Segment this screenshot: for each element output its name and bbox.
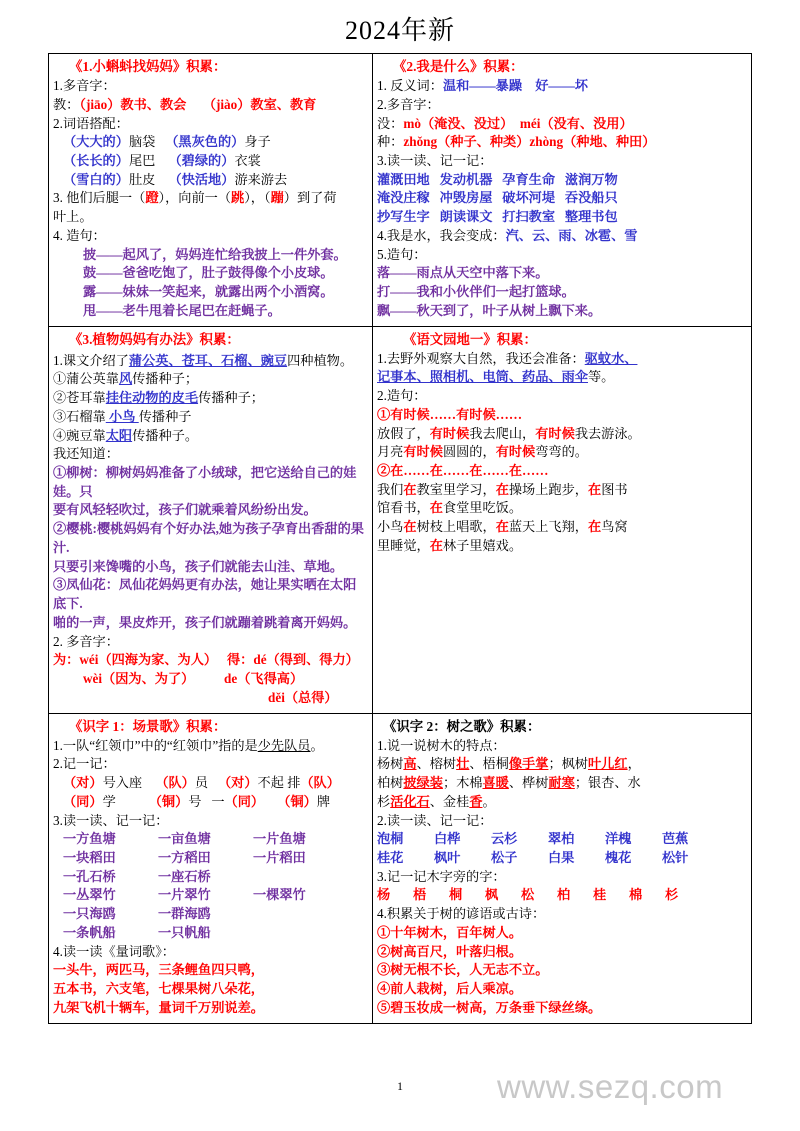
char: 松 [521,887,535,903]
text-black: 一 [211,793,225,809]
text-red: wèi（因为、为了） [83,671,195,687]
line-plant-3 [53,408,368,427]
text-blue: （大大的） [63,134,129,150]
content-table [48,53,752,1024]
line-mupang-label: 3.记一记木字旁的字： [377,868,506,884]
text-black: ， [627,756,641,772]
text-underline-blue: 挂住动物的皮毛 [105,390,199,406]
text-black: 游来游去 [234,171,288,187]
text-blue: （黑灰色的） [165,134,245,150]
text-red: 有时候 [495,444,536,460]
pattern-1: ①有时候……有时候…… [377,406,523,422]
mupang-chars [377,886,747,905]
text-black: 、榕树 [416,756,457,772]
text-black: 衣裳 [234,152,261,168]
tree-word-row-2 [377,849,747,868]
text-red: （jiāo）教书、教会 （jiào）教室、教育 [79,96,317,112]
text-underline-blue: 驱蚊水、 [584,350,638,366]
line-water-forms [377,227,747,246]
text-underline: 少先队员 [257,737,311,753]
page-title: 2024年新 [344,16,455,45]
line-features-label: 1.说一说树木的特点： [377,737,506,753]
para-3-line-1: ③凤仙花：凤仙花妈妈更有办法，她让果实晒在太阳底下. [53,577,357,612]
text-red: 在 [403,519,417,535]
text-red: 为：wéi（四海为家、为人） [53,652,218,668]
text-underline-blue: 小鸟 [105,408,139,424]
text-black: ；枫树 [548,756,588,772]
text-black: 四种植物。 [287,352,354,368]
text-underline-red: 像手掌 [508,756,549,772]
text-black: 杨树 [377,756,404,772]
text-black: 柏树 [377,775,404,791]
text-blue: （快活地） [168,171,235,187]
tree-word: 桂花 [377,850,404,865]
text-black: 号 [188,793,202,809]
text-black: 、桦树 [508,775,549,791]
text-blue: 温和——暴躁 好——坏 [442,78,588,94]
line-homophone-2 [53,793,368,812]
cell-shizi1 [49,713,373,1023]
text-black: 蓝天上飞翔， [508,519,588,535]
wordgroup-1: 灌溉田地 发动机器 孕育生命 滋润万物 [377,171,618,187]
text-red: 有时候 [403,444,443,460]
text-black: 我去游泳。 [574,425,641,441]
line-intro [53,352,368,371]
quantifier-row-2 [53,849,368,868]
line-match-2 [53,152,368,171]
quantifier-cell: 一片稻田 [253,850,306,865]
text-black: 传播种子 [138,408,192,424]
text-red: 跳 [231,190,245,206]
line-duoyinzi-label: 2. 多音字： [53,633,119,649]
line-read-label: 2.读一读、记一记： [377,812,493,828]
char: 梧 [413,887,427,903]
table-row [49,713,752,1023]
text-red: （队） [300,775,340,791]
text-underline-blue: 蒲公英、苍耳、石榴、豌豆 [128,352,288,368]
text-black: 1.去野外观察大自然，我还会准备： [377,350,585,366]
char: 柏 [557,887,571,903]
line-zaoju-label: 2.造句： [377,388,427,404]
quantifier-cell: 一块稻田 [63,850,116,865]
page-number: 1 [397,1079,403,1093]
tree-word: 翠柏 [548,831,575,847]
text-red: （同） [63,793,103,809]
song-line-2: 五本书，六支笔，七棵果树八朵花， [53,981,264,997]
text-black: 传播种子； [132,371,199,387]
tree-word: 槐花 [605,850,632,865]
text-black: ）到了荷 [283,190,337,206]
text-underline-red: 活化石 [390,793,430,809]
text-black: 里睡觉， [377,537,430,553]
quantifier-cell: 一孔石桥 [63,868,116,884]
text-black: 我去爬山， [469,425,536,441]
text-black: 林子里嬉戏。 [442,537,523,553]
para-1-line-1: ①柳树：柳树妈妈准备了小绒球，把它送给自己的娃娃。只 [53,465,357,499]
line-duoyinzi-dei [53,689,368,708]
char: 桐 [449,887,463,903]
text-black: 不起 [257,775,284,791]
text-black: ③石榴靠 [53,408,106,424]
text-black: 种： [377,134,404,150]
line-plant-4 [53,427,368,446]
pattern-2-example-1 [377,481,747,500]
sentence-4: 甩——老牛甩着长尾巴在赶蝇子。 [83,302,281,318]
text-red: 在 [495,481,509,497]
line-prepare-cont [377,368,747,387]
quantifier-cell: 一只海鸥 [63,906,116,922]
tree-word: 枫叶 [434,850,461,865]
line-proverb-label: 4.积累关于树的谚语或古诗： [377,906,546,922]
quantifier-row-5 [53,905,368,924]
text-red: （对） [63,775,103,791]
text-red: 有时候 [535,425,575,441]
text-red: 在 [588,519,602,535]
text-underline-red: 披绿装 [403,775,443,791]
text-black: 我们 [377,481,404,497]
text-black: 教室里学习， [416,481,496,497]
quantifier-cell: 一亩鱼塘 [158,831,211,847]
text-black: 鸟窝 [601,519,628,535]
quantifier-cell: 一座石桥 [158,868,211,884]
line-duoyinzi-zhong [377,133,747,152]
quantifier-row-4 [53,886,368,905]
line-match-3 [53,171,368,190]
sentence-3: 飘——秋天到了，叶子从树上飘下来。 [377,302,602,318]
text-black: ②苍耳靠 [53,390,106,406]
quantifier-cell: 一只帆船 [158,924,211,940]
text-red: 蹦 [270,190,284,206]
table-row [49,326,752,713]
line-features-3 [377,793,747,812]
text-black: 等。 [588,369,615,385]
proverb-3: ③树无根不长，人无志不立。 [377,962,549,978]
text-black: 号入座 [102,775,143,791]
text-black: ），（ [244,190,271,206]
text-underline-red: 叶儿红 [588,756,628,772]
pattern-2-example-2-cont [377,537,747,556]
text-black: 杉 [377,793,391,809]
text-red: 在 [429,537,443,553]
quantifier-cell: 一片鱼塘 [253,831,306,847]
line-features-2 [377,774,747,793]
sentence-1: 落——雨点从天空中落下来。 [377,265,549,281]
text-black: 图书 [601,481,628,497]
text-prefix: 教： [53,96,80,112]
pattern-1-example-2 [377,443,747,462]
text-black: 弯弯的。 [535,444,588,460]
text-black: 3. 他们后腿一（ [53,190,146,206]
cell-heading: 《2.我是什么》积累： [393,59,524,74]
quantifier-cell: 一棵翠竹 [253,887,306,903]
quantifier-cell: 一方鱼塘 [63,831,116,847]
text-black: 操场上跑步， [508,481,588,497]
line-hongligjin [53,737,368,756]
text-black: 馆看书， [377,500,430,516]
text-black: 脑袋 [128,134,156,150]
line-duoyinzi-jiao [53,96,368,115]
cell-shizi2 [373,713,752,1023]
text-black: 尾巴 [128,152,156,168]
line-duoyinzi-wei-de [53,651,368,670]
quantifier-row-6 [53,924,368,943]
text-black: ④豌豆靠 [53,427,106,443]
text-black: 传播种子。 [132,427,199,443]
text-red: 蹬 [145,190,159,206]
tree-word: 松针 [662,850,689,865]
line-zaoju-label: 5.造句： [377,246,427,262]
text-red: （对） [217,775,258,791]
text-red: 在 [495,519,509,535]
cell-xiaokedou [49,54,373,327]
tree-word: 云杉 [491,831,518,847]
sentence-2: 鼓——爸爸吃饱了，肚子鼓得像个小皮球。 [83,265,334,281]
text-red: （同） [224,793,265,809]
text-black: ①蒲公英靠 [53,371,119,387]
text-underline-red: 高 [403,756,417,772]
text-red: 在 [403,481,417,497]
text-black: 学 [102,793,116,809]
text-black: 、梧桐 [469,756,509,772]
para-2-line-2: 只要引来馋嘴的小鸟，孩子们就能去山洼、草地。 [53,558,344,574]
text-black: 树枝上唱歌， [416,519,496,535]
table-row [49,54,752,327]
proverb-1: ①十年树木，百年树人。 [377,924,523,940]
text-black: 牌 [316,793,331,809]
text-red: 有时候 [429,425,470,441]
sentence-1: 披——起风了，妈妈连忙给我披上一件外套。 [83,246,347,262]
line-liangcige-label: 4.读一读《量词歌》： [53,943,175,959]
text-red: mò（淹没、没过） méi（没有、没用） [403,115,633,131]
cell-heading: 《识字 2：树之歌》积累： [383,718,541,734]
line-duoyinzi-label: 1.多音字： [53,78,116,94]
pattern-1-example-1 [377,425,747,444]
tree-word: 松子 [491,850,518,865]
proverb-4: ④前人栽树，后人乘凉。 [377,981,523,997]
line-plant-2 [53,389,368,408]
text-black: ；木棉 [442,775,483,791]
char: 杨 [377,887,391,903]
text-red: 在 [588,481,602,497]
line-duoyinzi-mo [377,115,747,134]
quantifier-cell: 一丛翠竹 [63,887,116,903]
line-match-1 [53,133,368,152]
text-black: 小鸟 [377,519,404,535]
line-features-1 [377,755,747,774]
text-red: （铜） [148,793,189,809]
char: 棉 [629,887,643,903]
text-black: 月亮 [377,444,404,460]
text-black: 传播种子； [198,390,264,406]
cell-woshishenme [373,54,752,327]
proverb-2: ②树高百尺，叶落归根。 [377,943,523,959]
quantifier-cell: 一方稻田 [158,850,211,865]
wordgroup-2: 淹没庄稼 冲毁房屋 破坏河堤 吞没船只 [377,190,618,206]
line-antonyms [377,77,747,96]
text-black: 4.我是水，我会变成： [377,227,506,243]
text-underline-blue: 太阳 [105,427,133,443]
wordgroup-3: 抄写生字 朗读课文 打扫教室 整理书包 [377,209,618,225]
line-homophone-1 [53,774,368,793]
line-fill-blank [53,189,368,208]
text-black: ；银杏、水 [574,775,641,791]
para-3-line-2: 啪的一声，果皮炸开，孩子们就蹦着跳着离开妈妈。 [53,614,357,630]
text-underline-blue: 风 [118,371,133,387]
text-black: 没： [377,115,404,131]
line-read-label: 3.读一读、记一记： [53,812,169,828]
pattern-2: ②在……在……在……在…… [377,463,549,479]
text-red: （队） [155,775,195,791]
pattern-2-example-2 [377,518,747,537]
char: 桂 [593,887,607,903]
quantifier-row-3 [53,868,368,887]
text-red: 在 [429,500,443,516]
quantifier-cell: 一片翠竹 [158,887,211,903]
line-jiyiji-label: 2.记一记： [53,756,116,772]
line-duoyinzi-label: 2.多音字： [377,96,440,112]
text-black: 身子 [244,134,271,150]
sentence-2: 打——我和小伙伴们一起打篮球。 [377,284,575,300]
text-black: 1.一队“红领巾”中的“红领巾”指的是 [53,737,258,753]
char: 枫 [485,887,499,903]
text-black: 排 [287,775,301,791]
line-plant-1 [53,370,368,389]
line-duoyinzi-wei2-de2 [53,670,368,689]
text-underline-red: 香 [469,793,483,809]
tree-word: 白桦 [434,831,461,847]
tree-word-row-1 [377,830,747,849]
text-blue: （雪白的） [63,171,129,187]
tree-word: 白果 [548,850,575,865]
pattern-2-example-1-cont [377,499,747,518]
cell-yuwenyuandi [373,326,752,713]
watermark: www.sezq.com [497,1068,724,1105]
para-1-line-2: 要有风轻轻吹过，孩子们就乘着风纷纷出发。 [53,502,317,518]
line-prepare [377,350,747,369]
cell-heading: 《1.小蝌蚪找妈妈》积累： [69,59,227,74]
text-underline-red: 喜暖 [482,775,509,791]
text-black: 食堂里吃饭。 [442,500,523,516]
song-line-3: 九架飞机十辆车，量词千万别说差。 [53,999,264,1015]
cell-heading: 《语文园地一》积累： [403,331,537,347]
text-black: 1. 反义词： [377,78,443,94]
text-black: 1.课文介绍了 [53,352,129,368]
line-iknow-label: 我还知道： [53,446,119,462]
text-blue: （碧绿的） [168,152,235,168]
tree-word: 洋槐 [605,831,632,847]
quantifier-row-1 [53,830,368,849]
tree-word: 泡桐 [377,831,404,847]
text-blue: 汽、云、雨、冰雹、雪 [505,227,638,243]
sentence-3: 露——妹妹一笑起来，就露出两个小酒窝。 [83,284,334,300]
cell-zhiwumama [49,326,373,713]
line-ciyu-label: 2.词语搭配： [53,115,129,131]
text-black: 、金桂 [429,793,470,809]
text-underline-red: 耐寒 [548,775,575,791]
text-underline-blue: 记事本、照相机、电筒、药品、雨伞 [377,369,588,385]
text-black: 肚皮 [128,171,156,187]
line-fill-blank-cont: 叶上。 [53,209,93,225]
text-blue: （长长的） [63,152,129,168]
char: 杉 [665,887,679,903]
text-red: zhǒng（种子、种类）zhòng（种地、种田） [403,134,656,150]
cell-heading: 《3.植物妈妈有办法》积累： [69,331,240,347]
text-red: děi（总得） [268,689,338,705]
text-black: ），向前一（ [158,190,232,206]
text-red: 得：dé（得到、得力） [227,652,359,668]
cell-heading: 《识字 1：场景歌》积累： [69,718,227,734]
quantifier-cell: 一群海鸥 [158,906,211,922]
proverb-5: ⑤碧玉妆成一树高，万条垂下绿丝绦。 [377,999,602,1015]
text-black: 圆圆的， [442,444,496,460]
text-black: 放假了， [377,425,430,441]
quantifier-cell: 一条帆船 [63,924,116,940]
text-red: de（飞得高） [224,671,304,687]
text-black: 。 [482,793,496,809]
line-read-label: 3.读一读、记一记： [377,152,493,168]
song-line-1: 一头牛，两匹马，三条鲤鱼四只鸭， [53,962,264,978]
text-red: （铜） [277,793,317,809]
tree-word: 芭蕉 [662,831,689,847]
text-black: 员 [194,775,209,791]
para-2-line-1: ②樱桃:樱桃妈妈有个好办法,她为孩子孕育出香甜的果汁. [53,521,364,555]
text-underline-red: 壮 [456,756,470,772]
text-black: 。 [310,737,324,753]
line-zaoju-label: 4. 造句： [53,227,106,243]
